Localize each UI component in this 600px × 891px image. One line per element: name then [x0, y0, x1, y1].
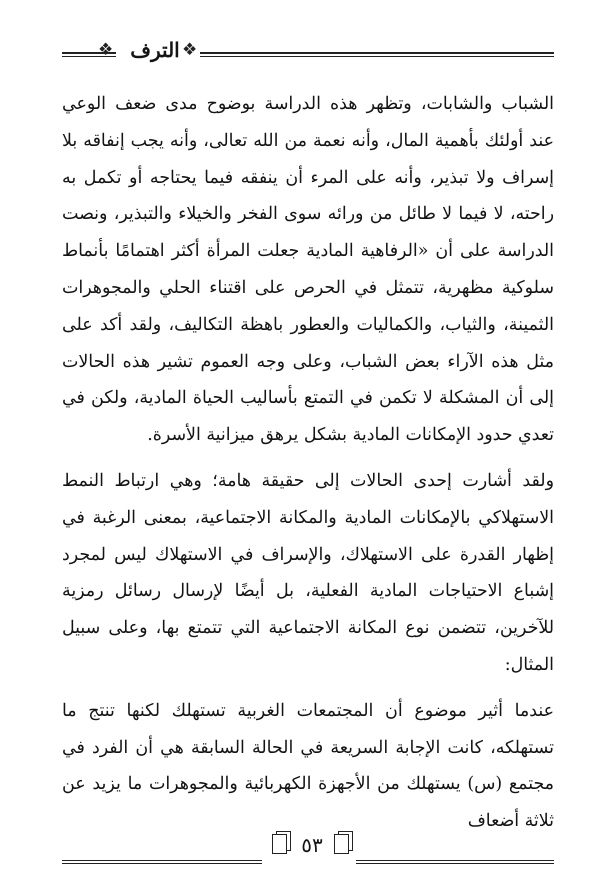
header-ornament-left-icon: ❖: [98, 40, 114, 60]
header-rule-right-thin: [200, 56, 554, 57]
footer-rule-left-thin: [62, 863, 262, 864]
running-header: [0, 34, 600, 74]
page-footer: [0, 828, 600, 878]
page-frame-icon: [334, 834, 349, 854]
header-rule-right: [200, 52, 554, 54]
page-number: ٥٣: [301, 833, 323, 857]
paragraph: عندما أثير موضوع أن المجتمعات الغربية تستهلك لكنها تنتج ما تستهلكه، كانت الإجابة السريعة في الحالة السابقة هي أن الفرد في مجتمع (س) يستهلك من الأجهزة الكهربائية والمجوهرات ما يزيد عن ثلاثة أضعاف: [62, 700, 554, 832]
footer-rule-left: [62, 860, 262, 861]
footer-rule-right-thin: [356, 863, 554, 864]
paragraph: ولقد أشارت إحدى الحالات إلى حقيقة هامة؛ وهي ارتباط النمط الاستهلاكي بالإمكانات المادية والمكانة الاجتماعية، بمعنى الرغبة في إظهار القدرة على الاستهلاك، والإسراف في الاستهلاك ليس لمجرد إشباع الاحتياجات المادية الفعلية، بل أيضًا لإرسال رسائل رمزية للآخرين، تتضمن نوع المكانة الاجتماعية التي تتمتع بها، وعلى سبيل المثال:: [62, 470, 554, 675]
page-frame-icon: [272, 834, 287, 854]
header-ornament-right-icon: ❖: [182, 40, 198, 60]
running-title: الترف: [130, 38, 180, 62]
paragraph: الشباب والشابات، وتظهر هذه الدراسة بوضوح مدى ضعف الوعي عند أولئك بأهمية المال، وأنه نعمة من الله تعالى، وأنه يجب إنفاقه بلا إسراف ولا تبذير، وأنه على المرء أن ينفقه فيما يحتاجه أو تكمل به راحته، لا فيما لا طائل من ورائه سوى الفخر والخيلاء والتبذير، ونصت الدراسة على أن «الرفاهية المادية جعلت المرأة أكثر اهتمامًا بأنماط سلوكية مظهرية، تتمثل في الحرص على اقتناء الحلي والمجوهرات الثمينة، والثياب، والكماليات والعطور باهظة التكاليف، ولقد أكد على مثل هذه الآراء بعض الشباب، وعلى وجه العموم تشير هذه الحالات إلى أن المشكلة لا تكمن في التمتع بأساليب الحياة المادية، ولكن في تعدي حدود الإمكانات المادية بشكل يرهق ميزانية الأسرة.: [62, 94, 554, 446]
body-text: [62, 86, 554, 840]
footer-rule-right: [356, 860, 554, 861]
